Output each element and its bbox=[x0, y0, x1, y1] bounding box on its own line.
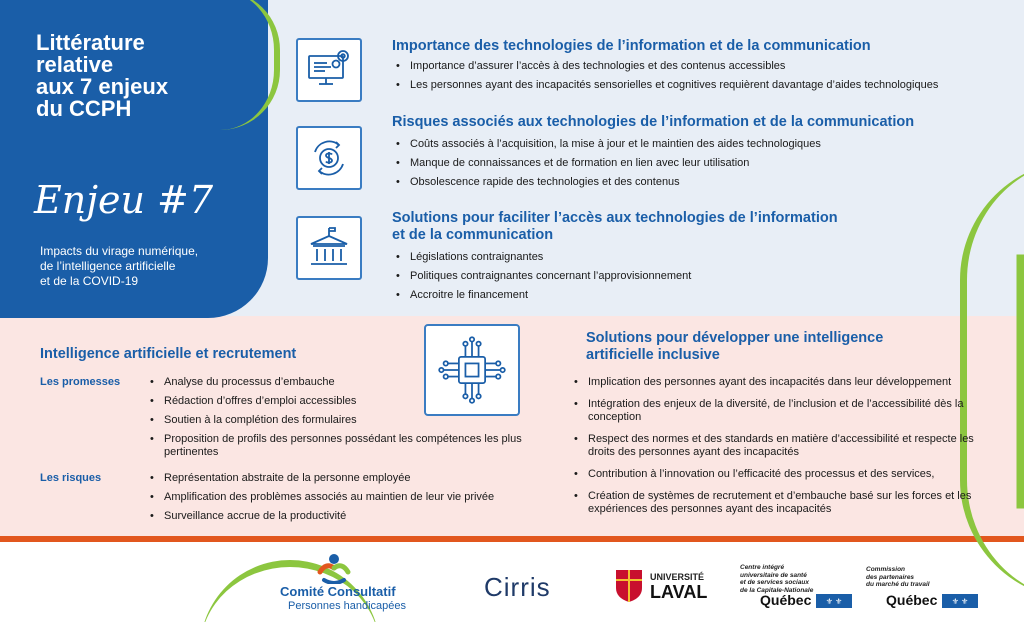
ia-inclusive-list bbox=[572, 376, 992, 522]
list-item: • Importance d’assurer l’accès à des technologies et des contenus accessibles bbox=[394, 60, 1004, 73]
fleur-de-lis-icon: ⚜ ⚜ bbox=[816, 594, 852, 608]
section-title-line: et de la communication bbox=[392, 227, 554, 243]
comite-subtitle: Personnes handicapées bbox=[288, 600, 407, 612]
universite-label: UNIVERSITÉ bbox=[650, 572, 705, 582]
section-title-ia-inclusive bbox=[586, 330, 883, 364]
list-item: • Obsolescence rapide des technologies et des contenus bbox=[394, 176, 1004, 189]
importance-list bbox=[394, 60, 1004, 98]
laval-label: LAVAL bbox=[650, 582, 708, 602]
promesses-label: Les promesses bbox=[40, 376, 121, 388]
section-title-line: Solutions pour faciliter l’accès aux technologies de l’information bbox=[392, 210, 838, 226]
list-item: • Rédaction d’offres d’emploi accessibles bbox=[148, 395, 528, 408]
list-item: • Manque de connaissances et de formation en lien avec leur utilisation bbox=[394, 157, 1004, 170]
promesses-list bbox=[148, 376, 528, 465]
list-item: • Politiques contraignantes concernant l’approvisionnement bbox=[394, 270, 1004, 283]
monitor-gears-icon bbox=[296, 38, 362, 102]
cirris-logo: Cirris bbox=[484, 572, 551, 602]
list-item: • Représentation abstraite de la personne employée bbox=[148, 472, 548, 485]
cpmt-label: Commission des partenaires du marché du travail bbox=[866, 566, 930, 588]
list-item: • Contribution à l’innovation ou l’efficacité des processus et des services, bbox=[572, 468, 992, 481]
list-item: • Création de systèmes de recrutement et d’embauche basé sur les forces et les expériences des personnes ayant des incapacités bbox=[572, 490, 992, 516]
quebec-wordmark: Québec bbox=[760, 592, 812, 608]
risques-ia-list bbox=[148, 472, 548, 529]
fleur-de-lis-icon: ⚜ ⚜ bbox=[942, 594, 978, 608]
list-item: • Proposition de profils des personnes possédant les compétences les plus pertinentes bbox=[148, 433, 528, 459]
enjeu-heading: Enjeu #7 bbox=[34, 178, 214, 222]
list-item: • Accroitre le financement bbox=[394, 289, 1004, 302]
list-item: • Soutien à la complétion des formulaires bbox=[148, 414, 528, 427]
government-building-icon bbox=[296, 216, 362, 280]
list-item: • Respect des normes et des standards en matière d’accessibilité et respecte les droits des personnes ayant des incapacités bbox=[572, 433, 992, 459]
section-title-ia-recrutement: Intelligence artificielle et recrutement bbox=[40, 346, 297, 362]
section-title-line: artificielle inclusive bbox=[586, 347, 720, 363]
page-title: Littérature relative aux 7 enjeux du CCPH bbox=[36, 30, 169, 121]
solutions-tic-list bbox=[394, 251, 1004, 308]
laval-crest-icon bbox=[614, 568, 644, 602]
comite-name: Comité Consultatif bbox=[280, 584, 396, 599]
section-title-risques: Risques associés aux technologies de l’information et de la communication bbox=[392, 114, 915, 130]
section-title-solutions-tic bbox=[392, 210, 838, 244]
comite-logo-icon bbox=[316, 552, 352, 584]
risques-label: Les risques bbox=[40, 472, 102, 484]
section-title-importance: Importance des technologies de l’information et de la communication bbox=[392, 38, 871, 54]
list-item: • Implication des personnes ayant des incapacités dans leur développement bbox=[572, 376, 992, 389]
list-item: • Coûts associés à l’acquisition, la mise à jour et le maintien des aides technologiques bbox=[394, 138, 1004, 151]
risques-list bbox=[394, 138, 1004, 195]
list-item: • Analyse du processus d’embauche bbox=[148, 376, 528, 389]
list-item: • Surveillance accrue de la productivité bbox=[148, 510, 548, 523]
list-item: • Amplification des problèmes associés au maintien de leur vie privée bbox=[148, 491, 548, 504]
section-title-line: Solutions pour développer une intelligence bbox=[586, 330, 884, 346]
list-item: • Les personnes ayant des incapacités sensorielles et cognitives requièrent davantage d’aides technologiques bbox=[394, 79, 1004, 92]
dollar-cycle-icon bbox=[296, 126, 362, 190]
ciusss-label: Centre intégré universitaire de santé et de services sociaux de la Capitale-Nationale bbox=[740, 564, 814, 594]
page-subtitle: Impacts du virage numérique, de l’intelligence artificielle et de la COVID-19 bbox=[40, 244, 199, 288]
quebec-wordmark: Québec bbox=[886, 592, 938, 608]
list-item: • Intégration des enjeux de la diversité, de l’inclusion et de l’accessibilité dès la conception bbox=[572, 398, 992, 424]
list-item: • Législations contraignantes bbox=[394, 251, 1004, 264]
